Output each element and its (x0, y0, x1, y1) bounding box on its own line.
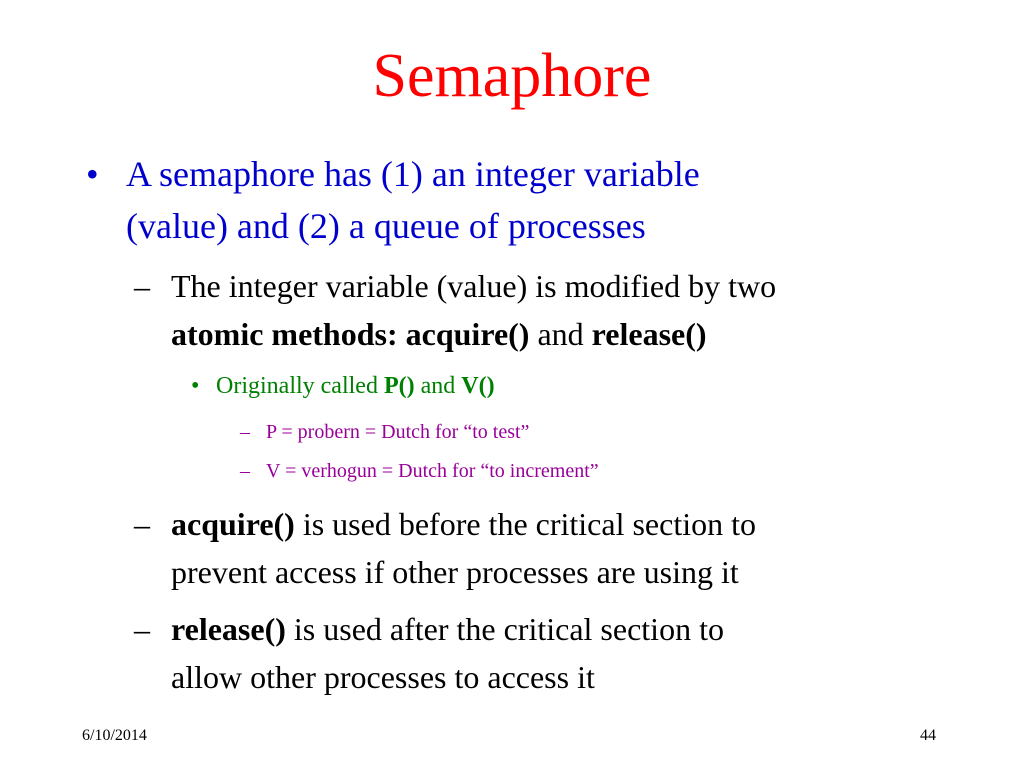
bullet-marker: • (191, 373, 200, 399)
text-originally-called: Originally called (216, 373, 384, 399)
dash-marker: – (240, 421, 250, 443)
bold-p: P() (383, 373, 415, 399)
bullet-1-line-2: (value) and (2) a queue of processes (126, 206, 646, 246)
sub-bullet-3-line-2: allow other processes to access it (171, 659, 595, 695)
text-and: and (414, 373, 462, 399)
bold-release: release() (591, 316, 707, 352)
bold-acquire: acquire() (171, 506, 295, 542)
dash-marker: – (134, 268, 150, 304)
bold-atomic-methods: atomic methods: acquire() (171, 316, 530, 352)
sub-bullet-1-line-1: The integer variable (value) is modified by two (171, 268, 777, 304)
sub-bullet-1-line-2 (171, 314, 707, 354)
dash-marker: – (240, 460, 250, 482)
dash-marker: – (134, 611, 150, 647)
bold-release: release() (171, 611, 286, 647)
dash-marker: – (134, 506, 150, 542)
bullet-marker: • (86, 154, 99, 194)
sub-bullet-2-line-1 (171, 504, 756, 544)
bold-v: V() (461, 373, 495, 399)
text-release-desc: is used after the critical section to (285, 611, 724, 647)
sub-sub-bullet-1 (216, 371, 495, 401)
text-acquire-desc: is used before the critical section to (294, 506, 756, 542)
sub-bullet-2-line-2: prevent access if other processes are using it (171, 554, 739, 590)
sub-bullet-3-line-1 (171, 609, 724, 649)
page-number: 44 (920, 727, 936, 744)
footer-date: 6/10/2014 (82, 727, 147, 744)
level-4-item-p: P = probern = Dutch for “to test” (266, 421, 530, 443)
slide-title: Semaphore (372, 42, 652, 110)
bullet-1-line-1: A semaphore has (1) an integer variable (126, 154, 700, 194)
level-4-item-v: V = verhogun = Dutch for “to increment” (266, 460, 599, 482)
text-and: and (529, 316, 592, 352)
